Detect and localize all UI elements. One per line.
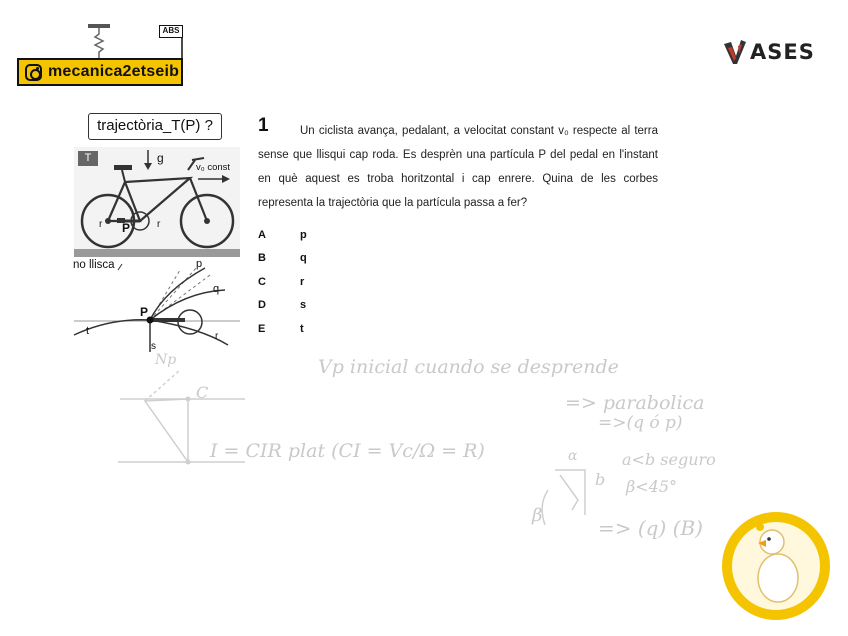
option-value: q xyxy=(300,252,307,265)
note-initial-velocity: Vp inicial cuando se desprende xyxy=(318,356,619,378)
gravity-label: g xyxy=(157,151,164,165)
figure-title: trajectòria_T(P) ? xyxy=(88,113,222,140)
curve-label-t: t xyxy=(86,325,90,337)
question-number: 1 xyxy=(258,115,269,136)
ases-logo-text: ASES xyxy=(750,40,815,64)
note-q-or-p: =>(q ó p) xyxy=(598,413,683,433)
option-letter: D xyxy=(258,299,266,312)
note-np-label: Np xyxy=(155,352,177,368)
note-beta-left: β xyxy=(532,505,543,526)
note-beta: β<45° xyxy=(626,477,678,496)
abs-tag: ABS xyxy=(159,25,183,38)
option-letter: A xyxy=(258,228,266,241)
question-text: Un ciclista avança, pedalant, a velocitat constant v₀ respecte al terra sense que llisqui cap roda. Es desprèn una partícula P del pedal en l'instant en què aquest es troba horitzontal i cap enrere. Quina de les corbes representa la trajectòria que la partícula passa a fer? xyxy=(258,125,658,209)
frame-tag: T xyxy=(78,151,98,166)
no-slip-label: no llisca xyxy=(73,259,115,271)
option-letter: C xyxy=(258,275,266,288)
note-alpha: α xyxy=(568,448,578,464)
curve-label-s: s xyxy=(151,341,156,352)
note-answer: => (q) (B) xyxy=(598,516,703,540)
note-c-label: C xyxy=(196,383,209,402)
curve-label-p: p xyxy=(196,258,203,270)
curve-label-P: P xyxy=(140,305,149,319)
radius-label-right: r xyxy=(157,219,161,230)
note-icr-equation: I = CIR plat (CI = Vc/Ω = R) xyxy=(210,440,485,462)
pedal-label: P xyxy=(122,221,131,235)
brand-handle: mecanica2etseib xyxy=(48,63,180,80)
radius-label-left: r xyxy=(99,219,103,230)
option-letter: B xyxy=(258,252,266,265)
note-b: b xyxy=(595,470,606,489)
note-a-less-b: a<b seguro xyxy=(622,450,716,469)
option-value: r xyxy=(300,275,305,288)
velocity-label: v₀ const xyxy=(196,162,231,173)
note-parabolic: => parabolica xyxy=(565,392,705,414)
curve-label-r: r xyxy=(215,331,219,342)
option-value: s xyxy=(300,299,307,312)
curve-label-q: q xyxy=(213,283,220,295)
option-value: p xyxy=(300,228,307,241)
option-value: t xyxy=(300,322,304,335)
option-letter: E xyxy=(258,322,266,335)
